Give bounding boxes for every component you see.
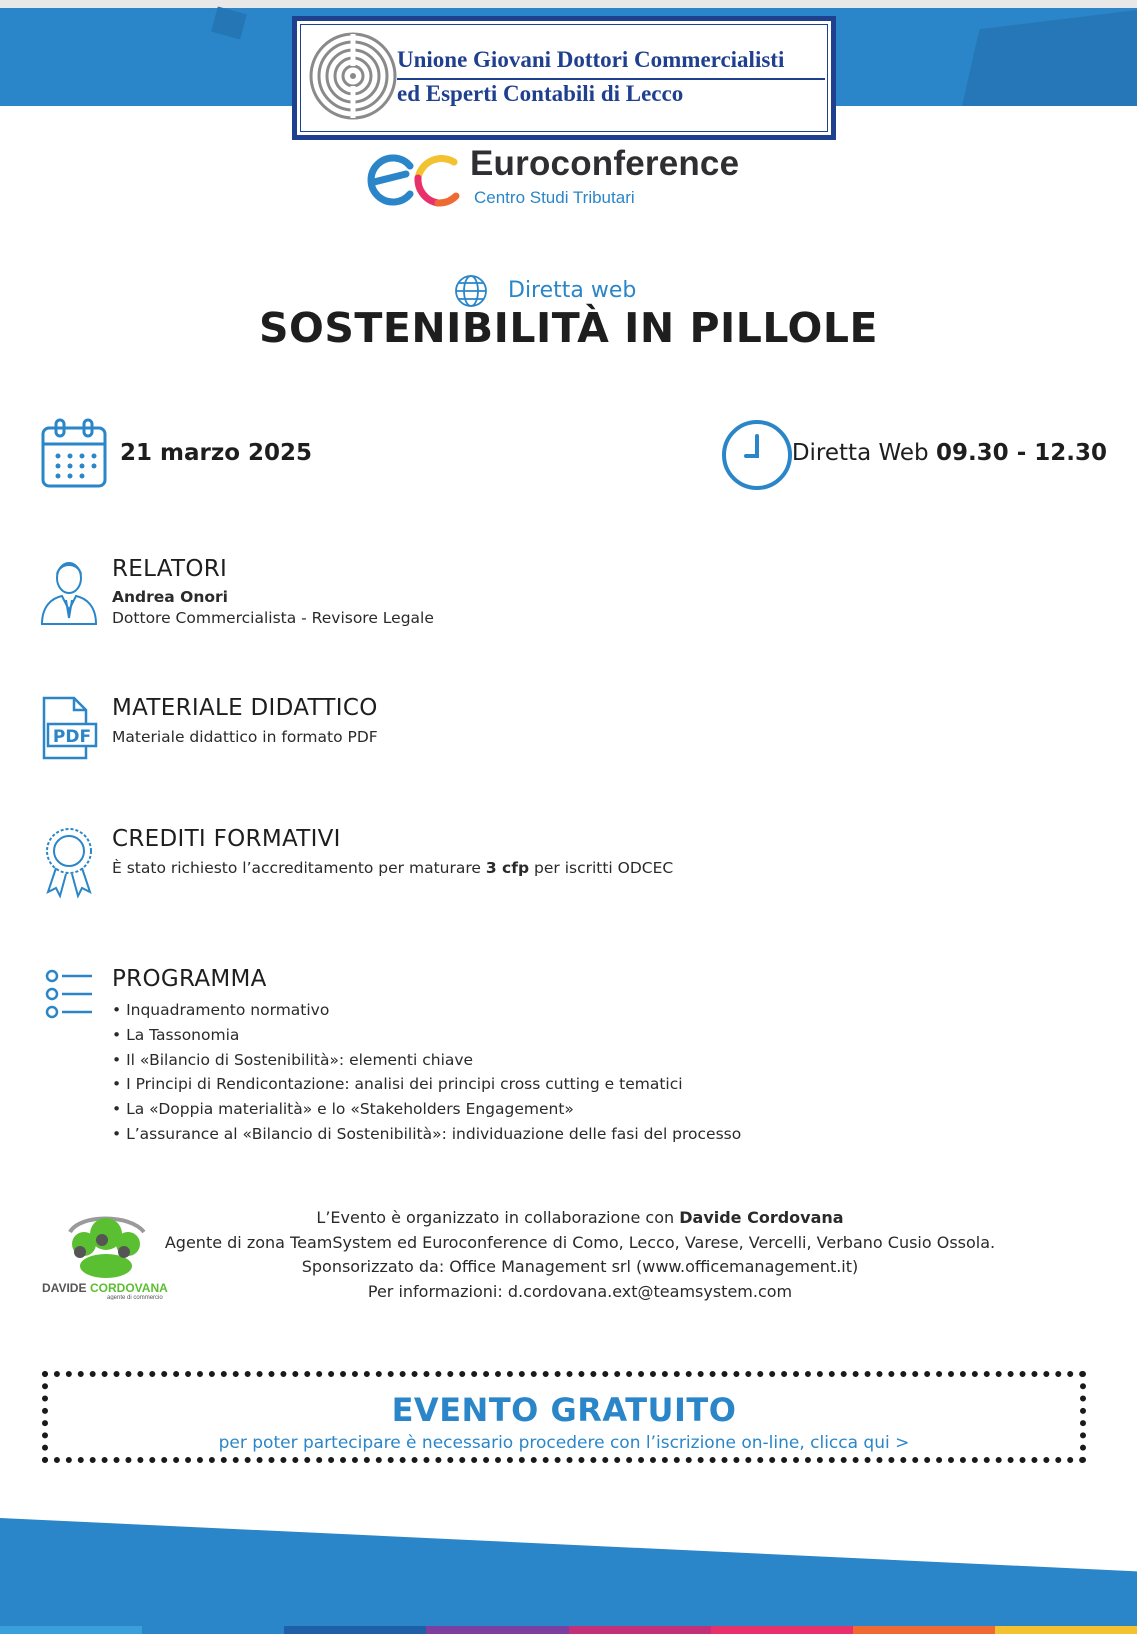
list-item: • L’assurance al «Bilancio di Sostenibilità»: individuazione delle fasi del processo bbox=[112, 1122, 741, 1147]
crediti-heading: CREDITI FORMATIVI bbox=[112, 826, 341, 852]
svg-text:PDF: PDF bbox=[52, 727, 92, 747]
labyrinth-seal-icon bbox=[305, 27, 401, 125]
organizer-line4: Per informazioni: d.cordovana.ext@teamsystem.com bbox=[367, 1281, 793, 1301]
organizer-line2: Agente di zona TeamSystem ed Euroconference di Como, Lecco, Varese, Vercelli, Verbano Cusio Ossola. bbox=[164, 1232, 996, 1252]
list-item: • La Tassonomia bbox=[112, 1023, 741, 1048]
list-item: • La «Doppia materialità» e lo «Stakeholders Engagement» bbox=[112, 1097, 741, 1122]
logo-name: DAVIDE bbox=[42, 1281, 87, 1295]
registration-button[interactable] bbox=[42, 1371, 1086, 1463]
registration-link[interactable]: per poter partecipare è necessario procedere con l’iscrizione on-line, clicca qui > bbox=[218, 1433, 910, 1453]
list-icon bbox=[44, 968, 94, 1020]
relatori-heading: RELATORI bbox=[112, 556, 228, 582]
logo-surname: CORDOVANA bbox=[90, 1281, 168, 1295]
footer-color-strip bbox=[0, 1626, 1137, 1634]
organizer-line1-text: L’Evento è organizzato in collaborazione con bbox=[316, 1208, 675, 1227]
speaker-person-icon bbox=[40, 558, 98, 626]
list-item: • I Principi di Rendicontazione: analisi dei principi cross cutting e tematici bbox=[112, 1072, 741, 1097]
event-time bbox=[792, 440, 1107, 466]
crediti-text bbox=[112, 859, 673, 877]
time-range: 09.30 - 12.30 bbox=[935, 440, 1107, 466]
euroconference-logo-icon bbox=[366, 148, 466, 208]
list-item: • Inquadramento normativo bbox=[112, 998, 741, 1023]
organizer-name: Davide Cordovana bbox=[679, 1208, 844, 1227]
top-edge bbox=[0, 0, 1137, 8]
logo-tagline: agente di commercio bbox=[107, 1295, 163, 1300]
organizer-line3: Sponsorizzato da: Office Management srl (www.officemanagement.it) bbox=[301, 1257, 859, 1277]
crediti-text-before: È stato richiesto l’accreditamento per maturare bbox=[112, 859, 481, 877]
event-date: 21 marzo 2025 bbox=[120, 440, 313, 466]
ugdc-logo bbox=[292, 16, 836, 140]
brand-subtitle: Centro Studi Tributari bbox=[474, 188, 635, 207]
crediti-text-after: per iscritti ODCEC bbox=[534, 859, 674, 877]
speaker-role: Dottore Commercialista - Revisore Legale bbox=[112, 609, 434, 627]
clock-icon bbox=[720, 418, 794, 492]
event-format: Diretta web bbox=[508, 278, 637, 303]
cta-title: EVENTO GRATUITO bbox=[391, 1391, 737, 1429]
pdf-file-icon bbox=[40, 696, 98, 760]
brand-name: Euroconference bbox=[470, 144, 740, 183]
footer-band bbox=[0, 1518, 1137, 1634]
list-item: • Il «Bilancio di Sostenibilità»: elementi chiave bbox=[112, 1048, 741, 1073]
organizer-info bbox=[130, 1206, 1030, 1304]
ugdc-name-line2: ed Esperti Contabili di Lecco bbox=[397, 81, 684, 106]
globe-icon bbox=[454, 274, 488, 308]
time-prefix: Diretta Web bbox=[791, 440, 929, 466]
organizer-line1 bbox=[130, 1206, 1030, 1231]
calendar-icon bbox=[40, 418, 108, 490]
award-ribbon-icon bbox=[44, 826, 94, 900]
ugdc-name-line1: Unione Giovani Dottori Commercialisti bbox=[397, 47, 785, 72]
materiale-heading: MATERIALE DIDATTICO bbox=[112, 695, 378, 721]
speaker-name: Andrea Onori bbox=[112, 588, 228, 606]
programma-list bbox=[112, 998, 741, 1147]
programma-heading: PROGRAMMA bbox=[112, 966, 267, 992]
crediti-value: 3 cfp bbox=[485, 859, 530, 877]
event-title: SOSTENIBILITÀ IN PILLOLE bbox=[258, 304, 879, 352]
materiale-text: Materiale didattico in formato PDF bbox=[112, 728, 378, 746]
